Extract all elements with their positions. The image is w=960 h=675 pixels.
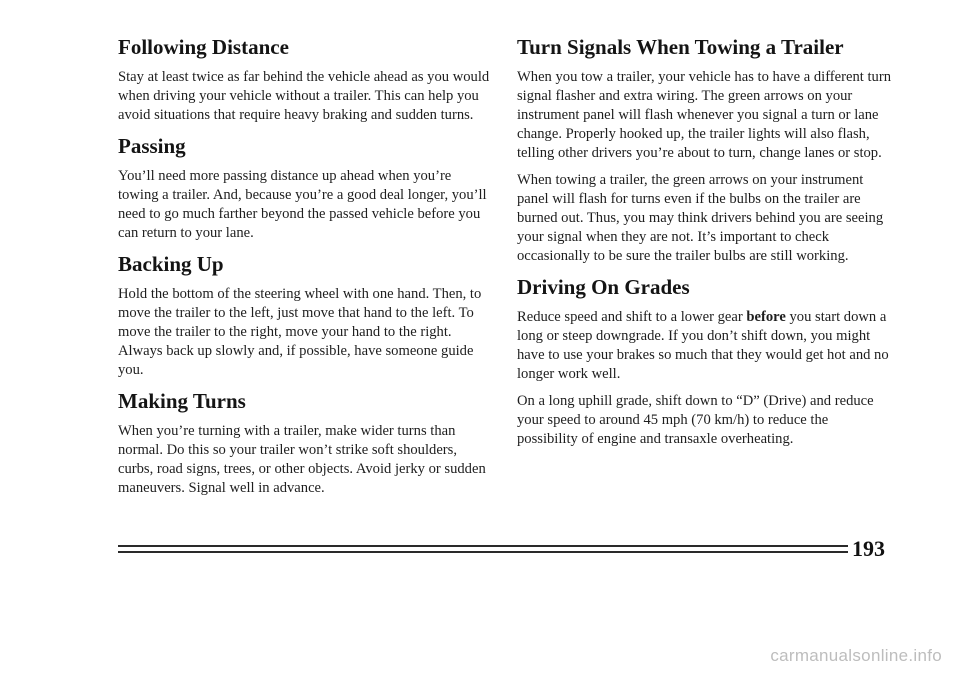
watermark: carmanualsonline.info	[770, 646, 942, 665]
paragraph-following-distance: Stay at least twice as far behind the vehicle ahead as you would when driving your vehicle without a trailer. This can help you avoid situations that require heavy braking and sudden turns.	[118, 69, 490, 123]
section-driving-on-grades	[517, 274, 892, 449]
heading-making-turns: Making Turns	[118, 389, 246, 413]
right-column	[517, 34, 892, 457]
heading-backing-up: Backing Up	[118, 252, 224, 276]
section-backing-up	[118, 251, 490, 380]
heading-turn-signals: Turn Signals When Towing a Trailer	[517, 35, 844, 59]
heading-driving-on-grades: Driving On Grades	[517, 275, 690, 299]
paragraph-backing-up: Hold the bottom of the steering wheel with one hand. Then, to move the trailer to the left, just move that hand to the left. To move the trailer to the right, move your hand to the right. Always back up slowly and, if possible, have someone guide you.	[118, 286, 482, 378]
paragraph-grades-2: On a long uphill grade, shift down to “D” (Drive) and reduce your speed to around 45 mph (70 km/h) to reduce the possibility of engine and transaxle overheating.	[517, 393, 874, 447]
paragraph-turn-signals-1: When you tow a trailer, your vehicle has to have a different turn signal flasher and extra wiring. The green arrows on your instrument panel will flash whenever you signal a turn or lane change. Properly hooked up, the trailer lights will also flash, telling other drivers you’re about to turn, change lanes or stop.	[517, 69, 891, 161]
section-turn-signals	[517, 34, 892, 266]
left-column	[118, 34, 490, 506]
paragraph-turn-signals-2: When towing a trailer, the green arrows on your instrument panel will flash for turns even if the bulbs on the trailer are burned out. Thus, you may think drivers behind you are seeing your signal when they are not. It’s important to check occasionally to be sure the trailer bulbs are still working.	[517, 172, 884, 264]
paragraph-making-turns: When you’re turning with a trailer, make wider turns than normal. Do this so your trailer won’t strike soft shoulders, curbs, road signs, trees, or other objects. Avoid jerky or sudden maneuvers. Signal well in advance.	[118, 423, 486, 496]
footer-rule-bottom	[118, 551, 848, 553]
grades-text-before: Reduce speed and shift to a lower gear	[517, 309, 747, 325]
grades-bold-before: before	[746, 309, 786, 325]
section-making-turns	[118, 388, 490, 498]
section-following-distance	[118, 34, 490, 125]
heading-passing: Passing	[118, 134, 186, 158]
footer-rule-top	[118, 545, 848, 547]
paragraph-passing: You’ll need more passing distance up ahead when you’re towing a trailer. And, because you’re a good deal longer, you’ll need to go much farther beyond the passed vehicle before you can return to your lane.	[118, 168, 487, 241]
section-passing	[118, 133, 490, 243]
page-number: 193	[852, 536, 885, 561]
paragraph-grades-1	[517, 308, 892, 384]
grades-text-after: you start down a long or steep downgrade. If you don’t shift down, you might have to use your brakes so much that they would get hot and no longer work well.	[517, 309, 889, 382]
heading-following-distance: Following Distance	[118, 35, 289, 59]
